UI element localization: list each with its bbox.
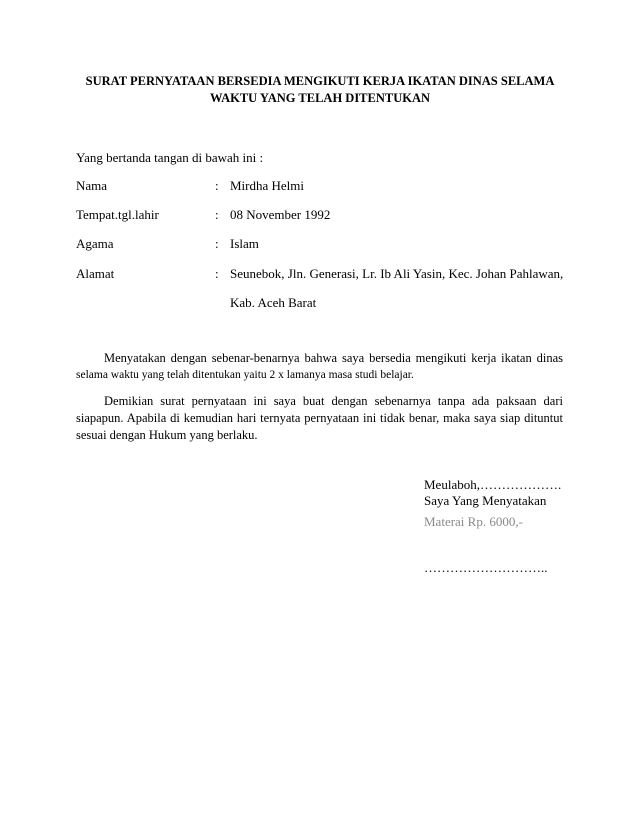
- field-label-ttl: Tempat.tgl.lahir: [76, 207, 159, 222]
- statement-paragraph-line2: selama waktu yang telah ditentukan yaitu 2 x lamanya masa studi belajar.: [76, 369, 414, 381]
- field-label-alamat: Alamat: [76, 266, 115, 281]
- document-title: [76, 73, 564, 107]
- field-value-nama: Mirdha Helmi: [230, 178, 305, 193]
- materai-stamp-text: Materai Rp. 6000,-: [424, 514, 523, 529]
- field-value-ttl: 08 November 1992: [230, 207, 331, 222]
- field-sep-nama: :: [215, 178, 219, 193]
- field-value-alamat-line2: Kab. Aceh Barat: [230, 295, 317, 310]
- field-sep-agama: :: [215, 236, 219, 251]
- place-date: Meulaboh,……………….: [424, 477, 562, 492]
- statement-paragraph-line1: [76, 350, 563, 367]
- field-sep-ttl: :: [215, 207, 219, 222]
- field-label-agama: Agama: [76, 236, 114, 251]
- field-value-alamat: Seunebok, Jln. Generasi, Lr. Ib Ali Yasin, Kec. Johan Pahlawan,: [230, 266, 564, 281]
- field-value-agama: Islam: [230, 236, 259, 251]
- field-label-nama: Nama: [76, 178, 108, 193]
- statement-text-line1: Menyatakan dengan sebenar-benarnya bahwa saya bersedia mengikuti kerja ikatan dinas: [104, 351, 563, 365]
- signature-name-line: ………………………..: [424, 560, 548, 575]
- signer-statement: Saya Yang Menyatakan: [424, 493, 547, 508]
- title-line-2: WAKTU YANG TELAH DITENTUKAN: [209, 91, 431, 105]
- field-sep-alamat: :: [215, 266, 219, 281]
- closing-paragraph: Demikian surat pernyataan ini saya buat dengan sebenarnya tanpa ada paksaan dari siapapun. Apabila di kemudian hari ternyata pernyataan ini tidak benar, maka saya siap dituntut sesuai dengan Hukum yang berlaku.: [76, 394, 563, 442]
- intro-text: Yang bertanda tangan di bawah ini :: [76, 150, 264, 165]
- title-line-1: SURAT PERNYATAAN BERSEDIA MENGIKUTI KERJA IKATAN DINAS SELAMA: [85, 74, 555, 88]
